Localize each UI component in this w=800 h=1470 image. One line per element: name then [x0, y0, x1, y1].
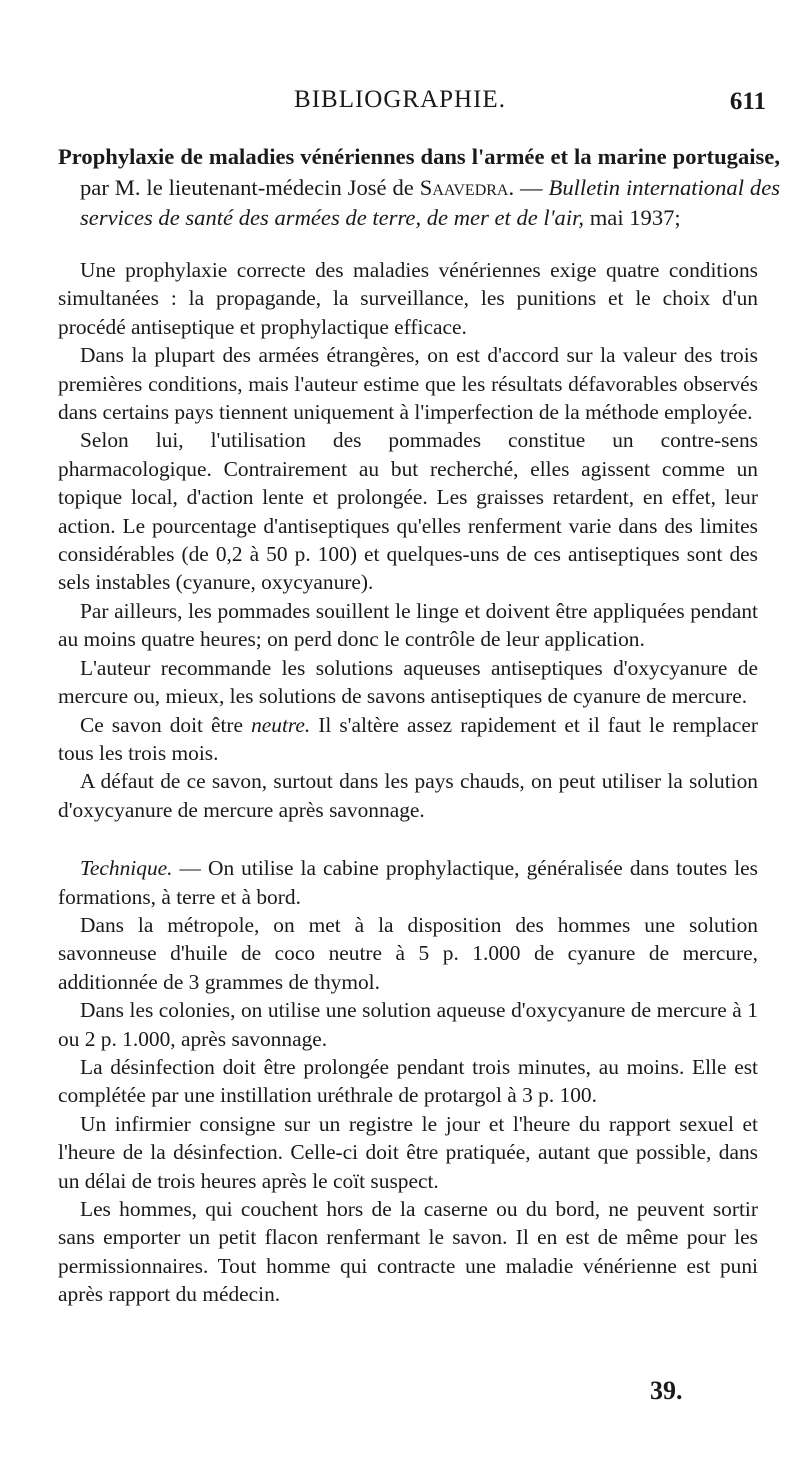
- page-header: [0, 86, 800, 126]
- section-label-technique: Technique.: [80, 856, 173, 881]
- paragraph: Selon lui, l'utilisation des pommades constitue un contre-sens pharmacologique. Contrairement au but recherché, elles agissent comme un topique local, d'action lente et prolongée. Les graisses retardent, en effet, leur action. Le pourcentage d'antiseptiques qu'elles renferment varie dans des limites considérables (de 0,2 à 50 p. 100) et quelques-uns de ces antiseptiques sont des sels instables (cyanure, oxycyanure).: [58, 428, 758, 595]
- paragraph: La désinfection doit être prolongée pendant trois minutes, au moins. Elle est complétée par une instillation uréthrale de protargol à 3 p. 100.: [58, 1054, 758, 1108]
- paragraph: Une prophylaxie correcte des maladies vénériennes exige quatre conditions simultanées : la propagande, la surveillance, les punitions et le choix d'un procédé antiseptique et prophylactique efficace.: [58, 258, 758, 339]
- paragraph-text: — On utilise la cabine prophylactique, généralisée dans toutes les formations, à terre et à bord.: [58, 856, 758, 909]
- paragraph: [58, 711, 758, 768]
- paragraph-text: Il s'altère assez rapidement et il faut le remplacer tous les trois mois.: [58, 712, 758, 765]
- paragraph: Dans les colonies, on utilise une solution aqueuse d'oxycyanure de mercure à 1 ou 2 p. 1.000, après savonnage.: [58, 998, 758, 1051]
- paragraph: A défaut de ce savon, surtout dans les pays chauds, on peut utiliser la solution d'oxycyanure de mercure après savonnage.: [58, 769, 758, 822]
- paragraph: Dans la plupart des armées étrangères, on est d'accord sur la valeur des trois premières conditions, mais l'auteur estime que les résultats défavorables observés dans certains pays tiennent uniquement à l'imperfection de la méthode employée.: [58, 343, 758, 425]
- page-number: 611: [729, 88, 766, 115]
- paragraph: Par ailleurs, les pommades souillent le linge et doivent être appliquées pendant au moins quatre heures; on perd donc le contrôle de leur application.: [58, 598, 758, 652]
- citation-by: par M. le lieutenant-médecin José de: [80, 174, 420, 200]
- article-title: Prophylaxie de maladies vénériennes dans l'armée et la marine portugaise,: [58, 144, 780, 169]
- emphasis-neutre: neutre.: [251, 712, 311, 737]
- citation-journal: Bulletin international des services de santé des armées de terre, de mer et de l'air,: [80, 174, 781, 230]
- paragraph: L'auteur recommande les solutions aqueuses antiseptiques d'oxycyanure de mercure ou, mieux, les solutions de savons antiseptiques de cyanure de mercure.: [58, 655, 758, 709]
- paragraph: Un infirmier consigne sur un registre le jour et l'heure du rapport sexuel et l'heure de la désinfection. Celle-ci doit être pratiquée, autant que possible, dans un délai de trois heures après le coït suspect.: [58, 1111, 758, 1193]
- paragraph: Dans la métropole, on met à la disposition des hommes une solution savonneuse d'huile de coco neutre à 5 p. 1.000 de cyanure de mercure, additionnée de 3 grammes de thymol.: [58, 912, 758, 994]
- citation-date: mai 1937;: [584, 205, 681, 230]
- citation-author: Saavedra.: [419, 174, 515, 200]
- citation-dash: —: [514, 174, 549, 200]
- running-title: BIBLIOGRAPHIE.: [294, 86, 506, 113]
- paragraph: [58, 854, 758, 911]
- signature-mark: 39.: [650, 1376, 683, 1405]
- paragraph: Les hommes, qui couchent hors de la caserne ou du bord, ne peuvent sortir sans emporter un petit flacon renfermant le savon. Il en est de même pour les permissionnaires. Tout homme qui contracte une maladie vénérienne est puni après rapport du médecin.: [58, 1197, 758, 1307]
- paragraph-text: Ce savon doit être: [80, 712, 252, 737]
- bibliographic-citation: [58, 142, 780, 234]
- review-body: [58, 256, 758, 1309]
